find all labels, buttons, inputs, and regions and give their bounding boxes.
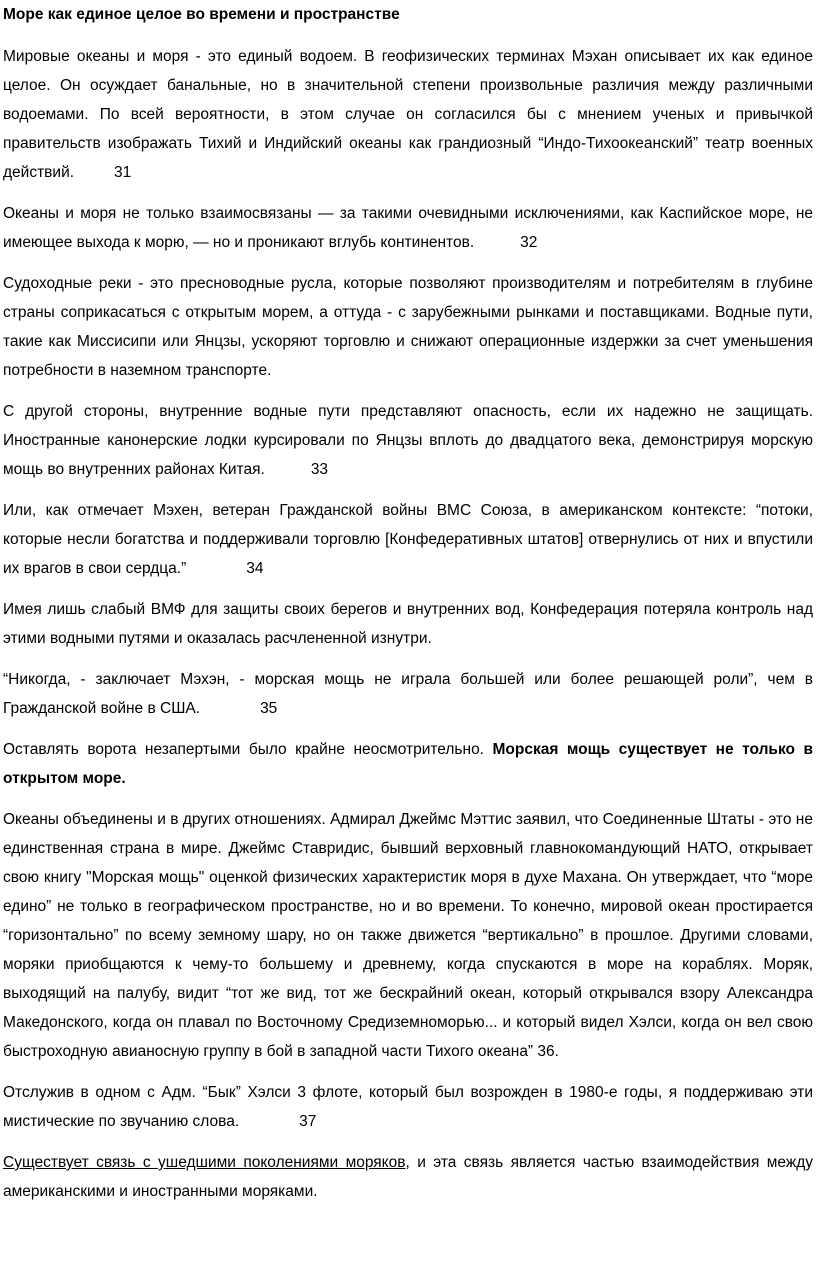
paragraph-9: Океаны объединены и в других отношениях. Адмирал Джеймс Мэттис заявил, что Соединенные Штаты - это не единственная страна в мире. Джеймс Ставридис, бывший верховный главнокомандующий НАТО, открывает свою книгу "Морская мощь" оценкой физических характеристик моря в духе Махана. Он утверждает, что “море едино” не только в географическом пространстве, но и во времени. То конечно, мировой океан простирается “горизонтально” по всему земному шару, но он также движется “вертикально” в прошлое. Другими словами, моряки приобщаются к чему-то большему и древнему, когда спускаются в море на кораблях. Моряк, выходящий на палубу, видит “тот же вид, тот же бескрайний океан, который открывался взору Александра Македонского, когда он плавал по Восточному Средиземноморью... и который видел Хэлси, когда он вел свою быстроходную авианосную группу в бой в западной части Тихого океана” 36. [3, 811, 813, 1060]
paragraph-7-text: “Никогда, - заключает Мэхэн, - морская мощь не играла большей или более решающей роли”, чем в Гражданской войне в США. [3, 671, 813, 717]
paragraph-8-bold-text: Морская мощь существует не только в открытом море. [3, 741, 813, 787]
document-title: Море как единое целое во времени и пространстве [3, 6, 400, 23]
paragraph-2-text: Океаны и моря не только взаимосвязаны — за такими очевидными исключениями, как Каспийское море, не имеющее выхода к морю, — но и проникают вглубь континентов. [3, 205, 813, 251]
footnote-ref-31: 31 [114, 164, 132, 181]
footnote-ref-32: 32 [520, 234, 538, 251]
paragraph-11-underlined-text: Существует связь с ушедшими поколениями моряков [3, 1154, 406, 1171]
paragraph-6: Имея лишь слабый ВМФ для защиты своих берегов и внутренних вод, Конфедерация потеряла контроль над этими водными путями и оказалась расчлененной изнутри. [3, 601, 813, 647]
paragraph-10-text: Отслужив в одном с Адм. “Бык” Хэлси 3 флоте, который был возрожден в 1980-е годы, я поддерживаю эти мистические по звучанию слова. [3, 1084, 813, 1130]
paragraph-1 [3, 42, 813, 187]
paragraph-10 [3, 1078, 813, 1136]
footnote-ref-35: 35 [260, 700, 278, 717]
footnote-ref-37: 37 [299, 1113, 317, 1130]
footnote-ref-34: 34 [246, 560, 264, 577]
paragraph-1-text: Мировые океаны и моря - это единый водоем. В геофизических терминах Мэхан описывает их как единое целое. Он осуждает банальные, но в значительной степени произвольные различия между различными водоемами. По всей вероятности, в этом случае он согласился бы с мнением ученых и привычкой правительств изображать Тихий и Индийский океаны как грандиозный “Индо-Тихоокеанский” театр военных действий. [3, 48, 813, 181]
paragraph-7 [3, 665, 813, 723]
paragraph-3: Судоходные реки - это пресноводные русла, которые позволяют производителям и потребителям в глубине страны соприкасаться с открытым морем, а оттуда - с зарубежными рынками и поставщиками. Водные пути, такие как Миссисипи или Янцзы, ускоряют торговлю и снижают операционные издержки за счет уменьшения потребности в наземном транспорте. [3, 275, 813, 379]
paragraph-2 [3, 199, 813, 257]
footnote-ref-33: 33 [310, 461, 329, 478]
paragraph-8-text: Оставлять ворота незапертыми было крайне неосмотрительно. [3, 741, 484, 758]
paragraph-11-text: , и эта связь является частью взаимодействия между американскими и иностранными моряками. [3, 1154, 814, 1200]
paragraph-5 [3, 496, 813, 583]
paragraph-11 [3, 1148, 813, 1206]
paragraph-5-text: Или, как отмечает Мэхен, ветеран Гражданской войны ВМС Союза, в американском контексте: “потоки, которые несли богатства и поддерживали торговлю [Конфедеративных штатов] отвернулись от них и впустили их врагов в свои сердца.” [3, 502, 813, 577]
paragraph-4-text: С другой стороны, внутренние водные пути представляют опасность, если их надежно не защищать. Иностранные канонерские лодки курсировали по Янцзы вплоть до двадцатого века, демонстрируя морскую мощь во внутренних районах Китая. [3, 403, 813, 478]
paragraph-4 [3, 397, 813, 484]
paragraph-8 [3, 735, 813, 793]
